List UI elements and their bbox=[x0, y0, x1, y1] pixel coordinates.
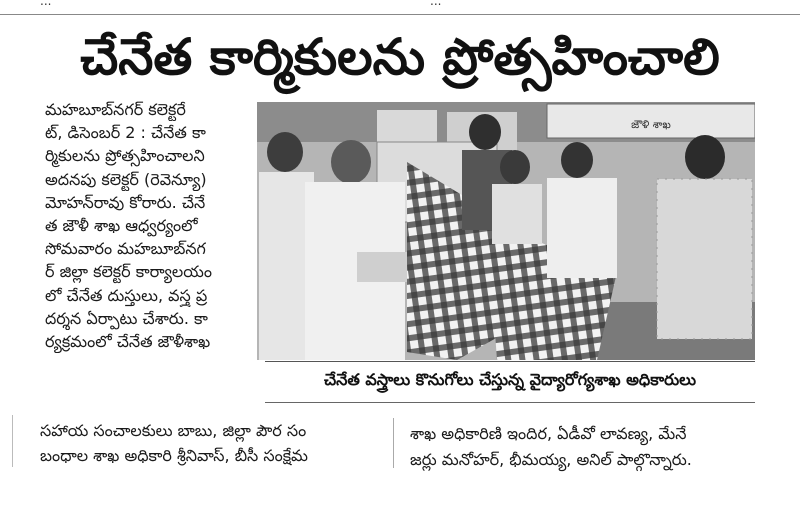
column-rule-left bbox=[12, 415, 13, 467]
article-line: సహాయ సంచాలకులు బాబు, జిల్లా పౌర సం bbox=[40, 421, 307, 440]
caption-divider bbox=[265, 402, 755, 403]
article-line: ర్యక్రమంలో చేనేత జౌళీశాఖ bbox=[45, 331, 211, 351]
article-line: అదనపు కలెక్టర్ (రెవెన్యూ) bbox=[45, 169, 207, 189]
photo-caption: చేనేత వస్త్రాలు కొనుగోలు చేస్తున్న వైద్యారోగ్యశాఖ అధికారులు bbox=[324, 370, 696, 389]
article-column-left bbox=[45, 98, 255, 353]
article-line: దర్శన ఏర్పాటు చేశారు. కా bbox=[45, 308, 208, 328]
top-divider bbox=[0, 14, 800, 15]
article-line: జర్లు మనోహర్, భీమయ్య, అనిల్ పాల్గొన్నారు. bbox=[410, 450, 692, 469]
headline: చేనేత కార్మికులను ప్రోత్సహించాలి bbox=[80, 28, 720, 86]
article-column-bottom-left bbox=[40, 418, 390, 468]
news-photo bbox=[257, 102, 755, 360]
photo-caption-box bbox=[265, 361, 755, 400]
article-line: ర్ జిల్లా కలెక్టర్ కార్యాలయం bbox=[45, 262, 212, 282]
article-line: లో చేనేత దుస్తులు, వస్త్ర ప్ర bbox=[45, 285, 208, 305]
column-divider bbox=[393, 418, 394, 468]
strip-fragment-left: ... bbox=[40, 0, 52, 8]
strip-fragment-right: ... bbox=[430, 0, 442, 8]
article-line: మోహన్‌రావు కోరారు. చేనే bbox=[45, 192, 206, 212]
article-line: బంధాల శాఖ అధికారి శ్రీనివాస్, బీసీ సంక్షేమ bbox=[40, 446, 308, 465]
article-line: త జౌళీ శాఖ ఆధ్వర్యంలో bbox=[45, 215, 198, 235]
banner-text: జౌళి శాఖ bbox=[631, 118, 671, 131]
previous-article-strip bbox=[0, 0, 800, 12]
article-line: శాఖ అధికారిణి ఇందిర, ఏడీవో లావణ్య, మేనే bbox=[410, 424, 687, 443]
article-line: ట్, డిసెంబర్ 2 : చేనేత కా bbox=[45, 123, 206, 143]
article-line: సోమవారం మహబూబ్‌నగ bbox=[45, 239, 206, 259]
article-line: ర్మికులను ప్రోత్సహించాలని bbox=[45, 146, 205, 166]
article-line: మహబూబ్‌నగర్ కలెక్టరే bbox=[45, 100, 186, 119]
article-column-bottom-right bbox=[410, 421, 760, 473]
photo-illustration bbox=[257, 102, 755, 360]
